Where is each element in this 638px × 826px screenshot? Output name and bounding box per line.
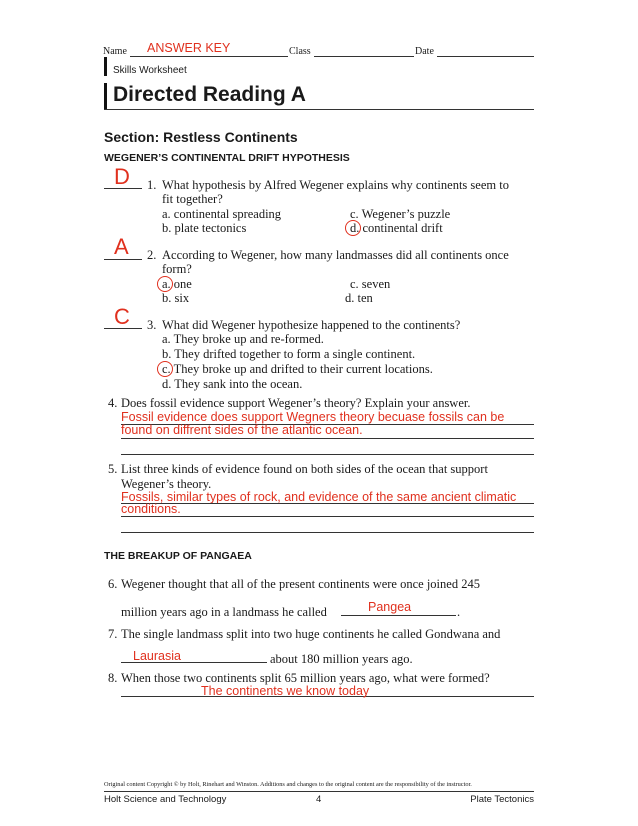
page-number: 4 xyxy=(316,794,322,805)
name-line xyxy=(130,56,288,57)
question-text-5: List three kinds of evidence found on both sides of the ocean that support xyxy=(121,462,488,476)
copyright-notice: Original content Copyright © by Holt, Rinehart and Winston. Additions and changes to the original content are the responsibility of the instructor. xyxy=(104,781,472,788)
date-line xyxy=(437,56,534,57)
question-text-2: According to Wegener, how many landmasses did all continents once xyxy=(162,248,509,262)
footer-right: Plate Tectonics xyxy=(470,794,534,805)
question-number-6: 6. xyxy=(108,577,118,591)
question-text-8: When those two continents split 65 million years ago, what were formed? xyxy=(121,671,490,685)
question-number-2: 2. xyxy=(147,248,157,262)
answer-4-line2: found on diffrent sides of the atlantic ocean. xyxy=(121,423,363,437)
question-number-1: 1. xyxy=(147,178,157,192)
answer-rule-5a xyxy=(121,503,534,504)
answer-1: D xyxy=(114,164,130,189)
question-text-2b: form? xyxy=(162,262,192,276)
option-1c: c. Wegener’s puzzle xyxy=(350,207,451,221)
answer-rule-5c xyxy=(121,532,534,533)
class-line xyxy=(314,56,414,57)
page-title: Directed Reading A xyxy=(113,83,306,106)
title-bar xyxy=(104,83,107,109)
answer-7: Laurasia xyxy=(133,649,181,663)
section-subtitle-2: THE BREAKUP OF PANGAEA xyxy=(104,550,252,562)
question-text-1: What hypothesis by Alfred Wegener explains why continents seem to xyxy=(162,178,509,192)
answer-5-line2: conditions. xyxy=(121,502,181,516)
answer-4-line1: Fossil evidence does support Wegners theory becuase fossils can be xyxy=(121,410,505,424)
answer-circle-2 xyxy=(157,276,173,292)
name-value: ANSWER KEY xyxy=(147,41,231,55)
question-text-3: What did Wegener hypothesize happened to the continents? xyxy=(162,318,461,332)
question-number-3: 3. xyxy=(147,318,157,332)
answer-8: The continents we know today xyxy=(201,684,370,698)
answer-2: A xyxy=(114,234,129,259)
question-text-4: Does fossil evidence support Wegener’s theory? Explain your answer. xyxy=(121,396,471,410)
option-3b: b. They drifted together to form a single continent. xyxy=(162,347,416,361)
answer-6: Pangea xyxy=(368,600,412,614)
answer-rule-4b xyxy=(121,438,534,439)
option-2c: c. seven xyxy=(350,277,391,291)
title-rule xyxy=(104,109,534,110)
question-number-7: 7. xyxy=(108,627,118,641)
answer-circle-3 xyxy=(157,361,173,377)
question-text-7b: about 180 million years ago. xyxy=(270,652,413,666)
answer-5-line1: Fossils, similar types of rock, and evidence of the same ancient climatic xyxy=(121,490,517,504)
section-title: Section: Restless Continents xyxy=(104,129,298,145)
answer-rule-4c xyxy=(121,454,534,455)
class-label: Class xyxy=(289,46,311,57)
question-number-4: 4. xyxy=(108,396,118,410)
section-subtitle: WEGENER’S CONTINENTAL DRIFT HYPOTHESIS xyxy=(104,152,350,164)
answer-3: C xyxy=(114,304,130,329)
option-2a: a. one xyxy=(162,277,192,291)
answer-circle-1 xyxy=(345,220,361,236)
option-1a: a. continental spreading xyxy=(162,207,282,221)
option-2d: d. ten xyxy=(345,291,373,305)
option-1d: d. continental drift xyxy=(350,221,443,235)
option-3d: d. They sank into the ocean. xyxy=(162,377,303,391)
option-3c: c. They broke up and drifted to their current locations. xyxy=(162,362,433,376)
option-1b: b. plate tectonics xyxy=(162,221,247,235)
worksheet-bar xyxy=(104,57,107,76)
worksheet-type: Skills Worksheet xyxy=(113,65,187,76)
question-text-7: The single landmass split into two huge continents he called Gondwana and xyxy=(121,627,501,641)
date-label: Date xyxy=(415,46,434,57)
question-text-1b: fit together? xyxy=(162,192,223,206)
name-label: Name xyxy=(103,46,127,57)
answer-rule-5b xyxy=(121,516,534,517)
footer-left: Holt Science and Technology xyxy=(104,794,227,805)
question-text-6c: . xyxy=(457,605,461,619)
footer-rule xyxy=(104,791,534,792)
option-2b: b. six xyxy=(162,291,190,305)
question-text-6b: million years ago in a landmass he called xyxy=(121,605,327,619)
question-number-8: 8. xyxy=(108,671,118,685)
question-text-5b: Wegener’s theory. xyxy=(121,477,212,491)
option-3a: a. They broke up and re-formed. xyxy=(162,332,324,346)
question-number-5: 5. xyxy=(108,462,118,476)
answer-blank-6[interactable] xyxy=(341,615,456,616)
question-text-6: Wegener thought that all of the present continents were once joined 245 xyxy=(121,577,480,591)
